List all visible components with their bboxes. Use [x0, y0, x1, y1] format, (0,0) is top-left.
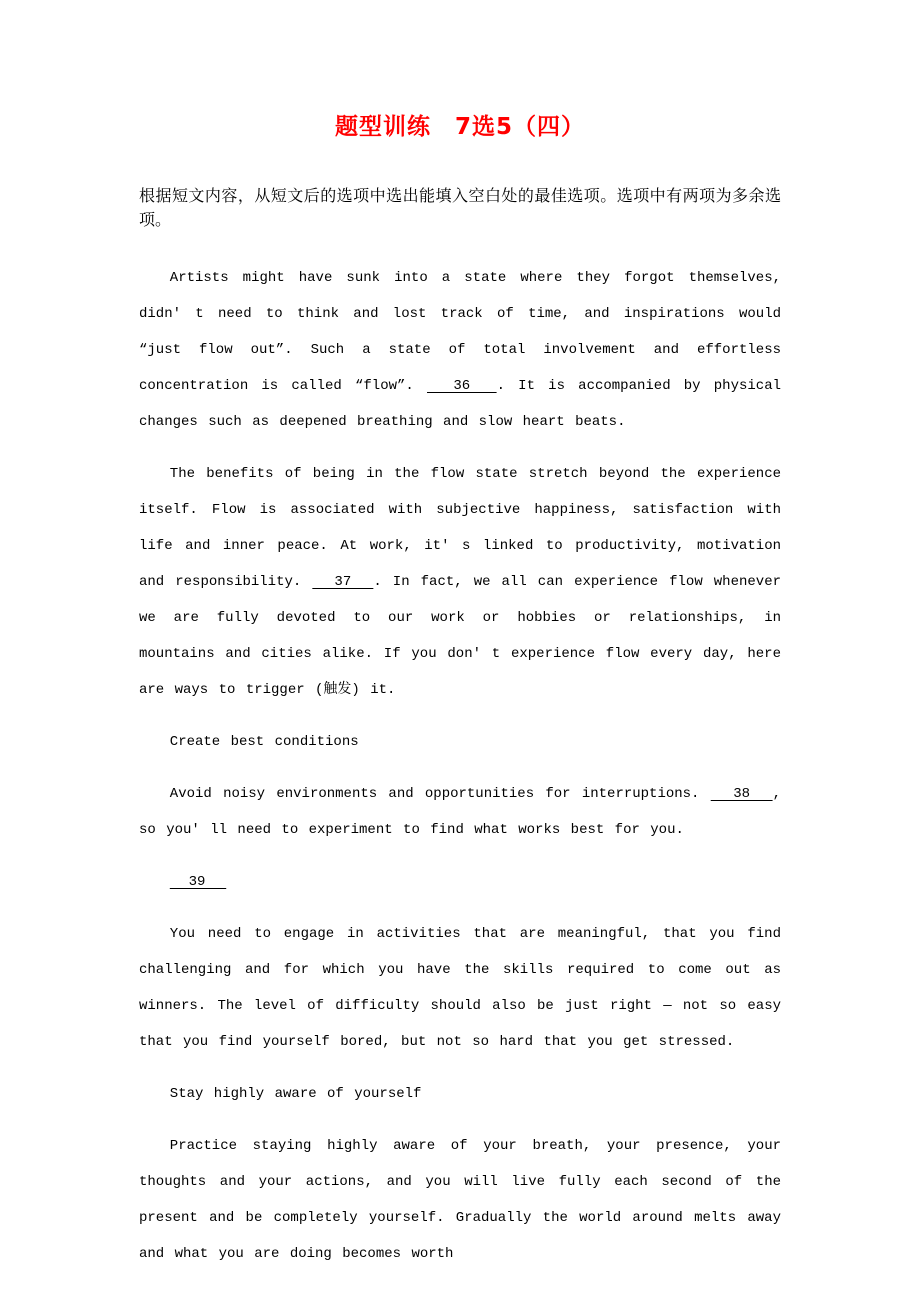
blank-37: 37 — [312, 574, 374, 590]
paragraph-2-segment-2: . In fact, we all can experience flow whenever we are fully devoted to our work or hobbies or relationships, in mountains and cities alike. If you don' t experience flow every day, here are ways to trigger (触发) it. — [139, 574, 781, 698]
instruction-text: 根据短文内容，从短文后的选项中选出能填入空白处的最佳选项。选项中有两项为多余选项。 — [139, 186, 781, 229]
paragraph-3-segment-2: , so you' ll need to experiment to find what works best for you. — [139, 786, 781, 838]
blank-38: 38 — [710, 786, 773, 802]
blank-36: 36 — [427, 378, 497, 394]
paragraph-5: Practice staying highly aware of your breath, your presence, your thoughts and your actions, and you will live fully each second of the present and be completely yourself. Gradually the world around melts away and what you are doing becomes worth — [139, 1138, 781, 1262]
blank-39-line — [139, 864, 781, 900]
paragraph-4: You need to engage in activities that are meaningful, that you find challenging and for which you have the skills required to come out as winners. The level of difficulty should also be just right — not so easy that you find yourself bored, but not so hard that you get stressed. — [139, 926, 781, 1050]
section-heading-1: Create best conditions — [169, 734, 359, 750]
paragraph-2-segment-1: The benefits of being in the flow state stretch beyond the experience itself. Flow is associated with subjective happiness, satisfaction with life and inner peace. At work, it' s linked to productivity, motivation and responsibility. — [139, 466, 781, 590]
paragraph-2 — [139, 456, 781, 708]
paragraph-1-segment-1: Artists might have sunk into a state where they forgot themselves, didn' t need to think and lost track of time, and inspirations would “just flow out”. Such a state of total involvement and effortless concentration is called “flow”. — [139, 270, 781, 394]
paragraph-1 — [139, 260, 781, 440]
page-title: 题型训练 7选5（四） — [334, 114, 585, 140]
paragraph-1-segment-2: . It is accompanied by physical changes such as deepened breathing and slow heart beats. — [139, 378, 781, 430]
blank-39: 39 — [169, 874, 227, 890]
section-heading-2: Stay highly aware of yourself — [169, 1086, 422, 1102]
paragraph-3-segment-1: Avoid noisy environments and opportunities for interruptions. — [169, 786, 711, 802]
paragraph-3 — [139, 776, 781, 848]
